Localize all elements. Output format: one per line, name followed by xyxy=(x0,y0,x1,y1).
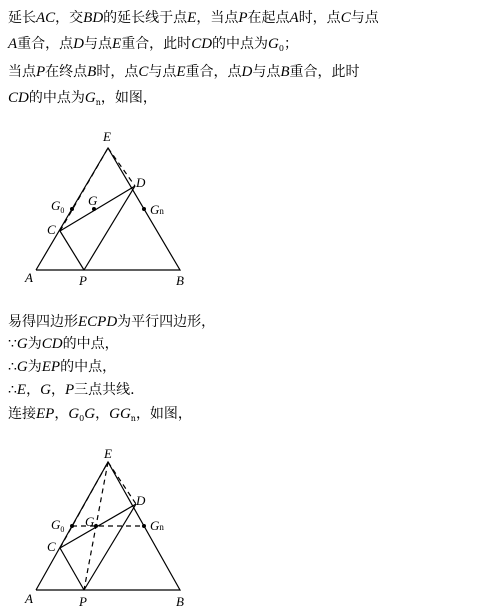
text: ； xyxy=(283,36,298,52)
text: ， xyxy=(26,382,41,398)
math: A xyxy=(289,10,299,26)
text: 重合，此时 xyxy=(121,36,192,52)
label-gn: Gn xyxy=(150,202,164,217)
math: B xyxy=(87,64,97,80)
segment-cp xyxy=(60,231,84,270)
text: 与点 xyxy=(350,10,379,26)
text: 为 xyxy=(27,336,42,352)
math: P xyxy=(238,10,248,26)
subscript: 0 xyxy=(79,414,85,423)
subscript: n xyxy=(130,414,136,423)
math: D xyxy=(73,36,85,52)
math: E xyxy=(176,64,186,80)
label-gn: Gn xyxy=(150,518,164,533)
point-gn xyxy=(142,524,146,528)
text: ，交 xyxy=(55,10,84,26)
therefore-symbol: ∴ xyxy=(8,382,17,398)
math: A xyxy=(8,36,18,52)
label-a: A xyxy=(25,270,33,285)
text-line xyxy=(8,34,298,59)
text: 为平行四边形， xyxy=(117,314,216,330)
text: 当点 xyxy=(8,64,36,80)
text: 连接 xyxy=(8,406,36,422)
because-symbol: ∵ xyxy=(8,336,17,352)
math: C xyxy=(138,64,149,80)
text: 与点 xyxy=(252,64,281,80)
point-g0 xyxy=(70,207,74,211)
text-line xyxy=(8,380,135,400)
text: 的中点， xyxy=(60,359,117,375)
label-d: D xyxy=(136,175,146,190)
text: 与点 xyxy=(148,64,177,80)
math: P xyxy=(64,382,75,398)
label-p: P xyxy=(79,594,87,609)
text: 重合，此时 xyxy=(289,64,360,80)
text: ，如图， xyxy=(135,406,192,422)
math: G xyxy=(84,90,96,106)
text: 重合，点 xyxy=(185,64,242,80)
label-g: G xyxy=(85,514,95,529)
text-line xyxy=(8,312,215,332)
label-p: P xyxy=(79,273,87,288)
math: G xyxy=(16,336,28,352)
dashed-segment-ce xyxy=(60,148,108,231)
label-g: G xyxy=(88,193,98,208)
therefore-symbol: ∴ xyxy=(8,359,17,375)
text: 的延长线于点 xyxy=(103,10,188,26)
math: AC xyxy=(36,10,56,26)
label-e: E xyxy=(103,129,111,144)
text: 的中点为 xyxy=(28,90,85,106)
label-c: C xyxy=(47,539,56,554)
math: C xyxy=(340,10,351,26)
segment-cp xyxy=(60,548,84,590)
text: 的中点为 xyxy=(212,36,269,52)
label-g0: $G_0$ xyxy=(51,517,65,534)
math: P xyxy=(36,64,46,80)
text: 的中点， xyxy=(62,336,119,352)
text: 在起点 xyxy=(247,10,290,26)
label-c: C xyxy=(47,222,56,237)
label-d: D xyxy=(136,493,146,508)
math: B xyxy=(280,64,290,80)
math: EP xyxy=(36,406,55,422)
text: ， xyxy=(95,406,110,422)
subscript: 0 xyxy=(278,44,284,53)
point-gn xyxy=(142,207,146,211)
math: G xyxy=(268,36,279,52)
text-line xyxy=(8,404,192,429)
math: G xyxy=(68,406,80,422)
math: G xyxy=(16,359,28,375)
label-a: A xyxy=(25,591,33,606)
text-line xyxy=(8,357,116,377)
math: ECPD xyxy=(78,314,118,330)
text: 时，点 xyxy=(298,10,341,26)
math: GG xyxy=(109,406,131,422)
math: E xyxy=(16,382,27,398)
text-line xyxy=(8,62,360,82)
math: G xyxy=(84,406,96,422)
math: E xyxy=(187,10,197,26)
point-g0 xyxy=(70,524,74,528)
math: CD xyxy=(191,36,213,52)
text: 三点共线. xyxy=(74,382,135,398)
math: BD xyxy=(83,10,104,26)
label-b: B xyxy=(176,273,184,288)
geometry-figure-1 xyxy=(0,120,480,292)
text: ， xyxy=(50,382,65,398)
text: 时，点 xyxy=(96,64,139,80)
label-g0: $G_0$ xyxy=(51,198,65,215)
math: E xyxy=(112,36,122,52)
geometry-figure-2 xyxy=(0,440,480,616)
text: 易得四边形 xyxy=(8,314,78,330)
math: G xyxy=(40,382,51,398)
math: CD xyxy=(8,90,29,106)
label-e: E xyxy=(104,446,112,461)
math: EP xyxy=(41,359,61,375)
text: 重合，点 xyxy=(17,36,74,52)
text: ，如图， xyxy=(100,90,157,106)
point-g xyxy=(94,524,98,528)
text: 为 xyxy=(27,359,42,375)
text: 延长 xyxy=(8,10,36,26)
text-line xyxy=(8,334,119,354)
text-line xyxy=(8,8,379,28)
text: ，当点 xyxy=(196,10,239,26)
label-b: B xyxy=(176,594,184,609)
math: CD xyxy=(41,336,63,352)
subscript: n xyxy=(95,98,101,107)
text-line xyxy=(8,88,157,113)
text: ， xyxy=(54,406,69,422)
math: D xyxy=(241,64,253,80)
text: 与点 xyxy=(84,36,113,52)
text: 在终点 xyxy=(45,64,88,80)
